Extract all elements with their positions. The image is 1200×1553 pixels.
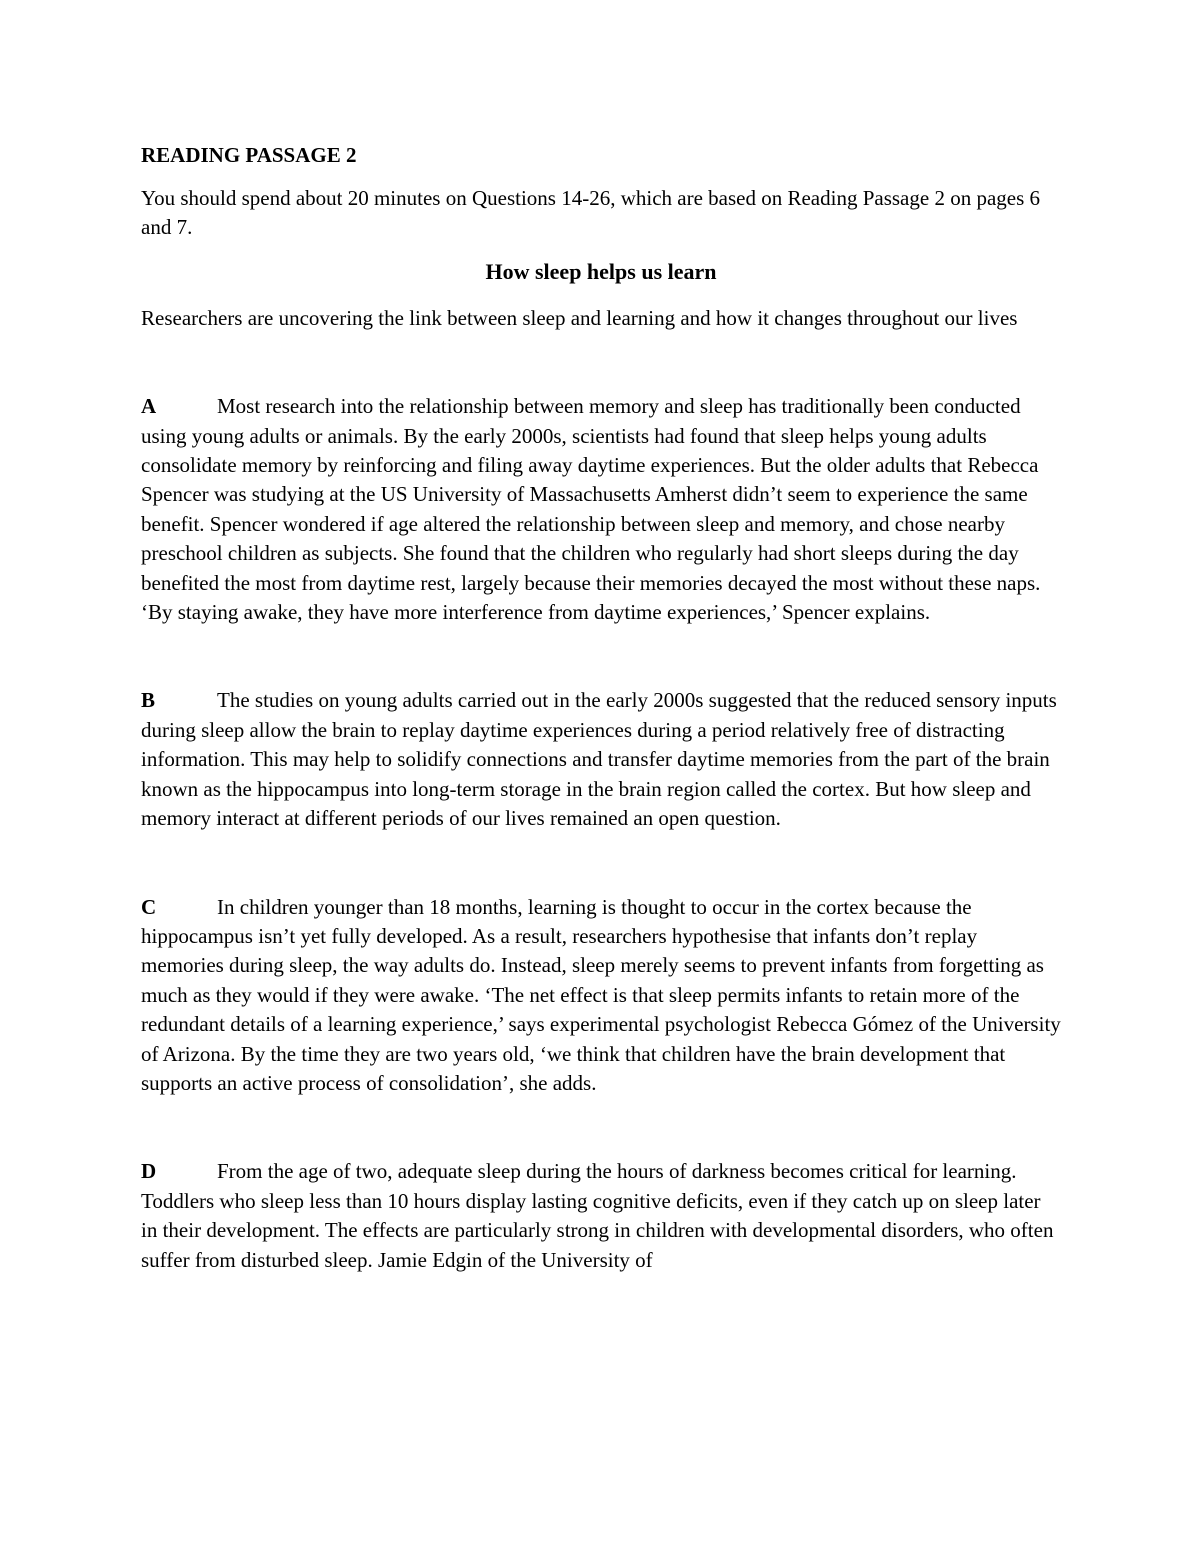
instructions-text: You should spend about 20 minutes on Questions 14-26, which are based on Reading Passage 2 on pages 6 and 7. (141, 186, 1041, 240)
paragraph-text: The studies on young adults carried out in the early 2000s suggested that the reduced sensory inputs during sleep allow the brain to replay daytime experiences during a period relatively free of distracting information. This may help to solidify connections and transfer daytime memories from the part of the brain known as the hippocampus into long-term storage in the brain region called the cortex. But how sleep and memory interact at different periods of our lives remained an open question. (141, 688, 1057, 831)
passage-title: How sleep helps us learn (485, 258, 717, 284)
paragraph-letter: A (141, 394, 157, 419)
passage-label: READING PASSAGE 2 (141, 143, 357, 167)
paragraph-d (141, 1157, 1061, 1275)
paragraph-c (141, 893, 1061, 1099)
paragraph-b (141, 686, 1061, 833)
document-content (141, 141, 1061, 1275)
paragraph-text: Most research into the relationship between memory and sleep has traditionally been conducted using young adults or animals. By the early 2000s, scientists had found that sleep helps young adults consolidate memory by reinforcing and filing away daytime experiences. But the older adults that Rebecca Spencer was studying at the US University of Massachusetts Amherst didn’t seem to experience the same benefit. Spencer wondered if age altered the relationship between sleep and memory, and chose nearby preschool children as subjects. She found that the children who regularly had short sleeps during the day benefited the most from daytime rest, largely because their memories decayed the most without these naps. ‘By staying awake, they have more interference from daytime experiences,’ Spencer explains. (141, 394, 1041, 625)
passage-subtitle: Researchers are uncovering the link between sleep and learning and how it changes throughout our lives (141, 305, 1018, 330)
paragraph-letter: D (141, 1159, 157, 1184)
paragraph-letter: B (141, 688, 156, 713)
paragraph-letter: C (141, 894, 157, 919)
paragraph-text: In children younger than 18 months, learning is thought to occur in the cortex because the hippocampus isn’t yet fully developed. As a result, researchers hypothesise that infants don’t replay memories during sleep, the way adults do. Instead, sleep merely seems to prevent infants from forgetting as much as they would if they were awake. ‘The net effect is that sleep permits infants to retain more of the redundant details of a learning experience,’ says experimental psychologist Rebecca Gómez of the University of Arizona. By the time they are two years old, ‘we think that children have the brain development that supports an active process of consolidation’, she adds. (141, 894, 1061, 1095)
paragraph-a (141, 392, 1061, 627)
paragraph-text: From the age of two, adequate sleep during the hours of darkness becomes critical for learning. Toddlers who sleep less than 10 hours display lasting cognitive deficits, even if they catch up on sleep later in their development. The effects are particularly strong in children with developmental disorders, who often suffer from disturbed sleep. Jamie Edgin of the University of (141, 1159, 1054, 1272)
